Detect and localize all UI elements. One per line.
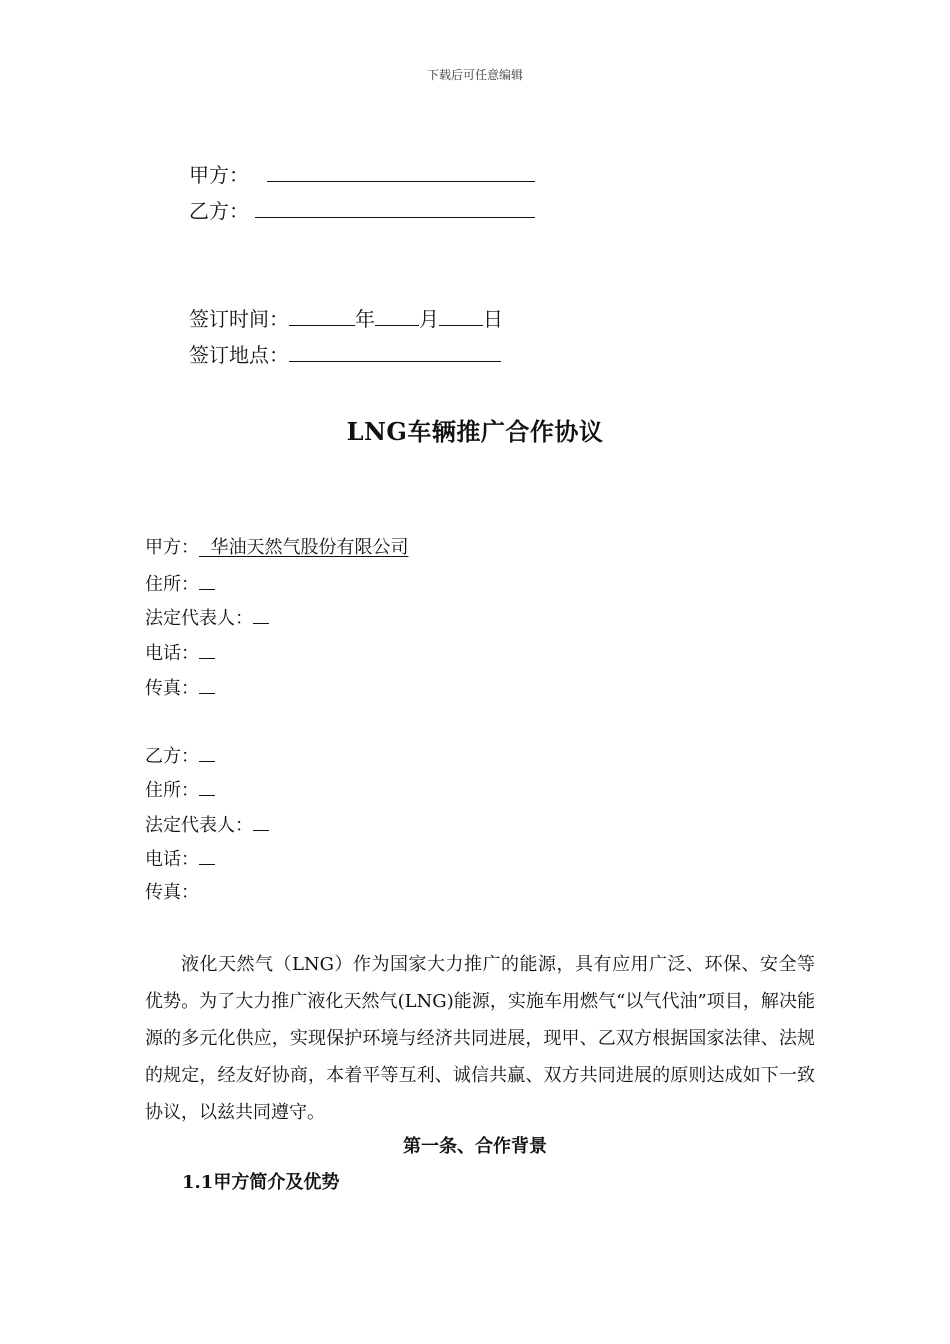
- cover-party-a: [189, 161, 535, 188]
- section-heading: 第一条、合作背景: [403, 1136, 547, 1157]
- sign-place-label: 签订地点：: [189, 343, 289, 367]
- party-b-label: 乙方：: [145, 746, 199, 767]
- document-title: LNG车辆推广合作协议: [346, 417, 604, 446]
- party-a-fax: [145, 675, 215, 701]
- party-a-phone: [145, 640, 215, 666]
- party-b-fax-label: 传真：: [145, 882, 199, 903]
- party-a-phone-blank: [199, 640, 215, 659]
- sign-year-blank: [289, 305, 355, 326]
- party-b-rep-label: 法定代表人：: [145, 815, 253, 836]
- cover-sign-place: [189, 341, 501, 368]
- party-a-rep: [145, 605, 269, 631]
- party-a-address-label: 住所：: [145, 574, 199, 595]
- party-b-address-blank: [199, 777, 215, 796]
- cover-party-b-blank: [255, 197, 535, 218]
- party-b-rep-blank: [253, 812, 269, 831]
- sign-month-label: 月: [419, 307, 439, 331]
- sign-time-label: 签订时间：: [189, 307, 289, 331]
- party-b-fax: [145, 881, 199, 905]
- party-b-name-blank: [199, 743, 215, 762]
- party-b-rep: [145, 812, 269, 838]
- party-a-address: [145, 571, 215, 597]
- party-a-label: 甲方：: [145, 537, 199, 558]
- sign-year-label: 年: [355, 307, 375, 331]
- cover-party-a-label: 甲方：: [189, 163, 249, 187]
- party-a-rep-blank: [253, 605, 269, 624]
- party-b-name-line: [145, 743, 215, 769]
- party-a-name-line: [145, 536, 408, 560]
- cover-sign-time: [189, 305, 503, 332]
- sign-day-label: 日: [483, 307, 503, 331]
- sign-place-blank: [289, 341, 501, 362]
- party-a-name: [199, 537, 408, 558]
- sign-month-blank: [375, 305, 419, 326]
- cover-party-a-blank: [267, 161, 535, 182]
- sign-day-blank: [439, 305, 483, 326]
- cover-party-b: [189, 197, 535, 224]
- party-a-rep-label: 法定代表人：: [145, 608, 253, 629]
- intro-paragraph: 液化天然气（LNG）作为国家大力推广的能源，具有应用广泛、环保、安全等优势。为了大力推广液化天然气(LNG)能源，实施车用燃气“以气代油”项目，解决能源的多元化供应，实现保护环境与经济共同进展，现甲、乙双方根据国家法律、法规的规定，经友好协商，本着平等互利、诚信共赢、双方共同进展的原则达成如下一致协议，以兹共同遵守。: [145, 954, 815, 1123]
- party-a-fax-label: 传真：: [145, 678, 199, 699]
- party-b-phone-blank: [199, 846, 215, 865]
- party-b-phone: [145, 846, 215, 872]
- cover-party-b-label: 乙方：: [189, 199, 249, 223]
- party-a-address-blank: [199, 571, 215, 590]
- party-b-phone-label: 电话：: [145, 849, 199, 870]
- party-b-address-label: 住所：: [145, 780, 199, 801]
- party-b-address: [145, 777, 215, 803]
- header-note: 下载后可任意编辑: [426, 68, 523, 82]
- party-a-phone-label: 电话：: [145, 643, 199, 664]
- party-a-fax-blank: [199, 675, 215, 694]
- party-a-name-text: 华油天然气股份有限公司: [210, 537, 409, 558]
- subsection-heading: 1.1甲方简介及优势: [182, 1172, 340, 1193]
